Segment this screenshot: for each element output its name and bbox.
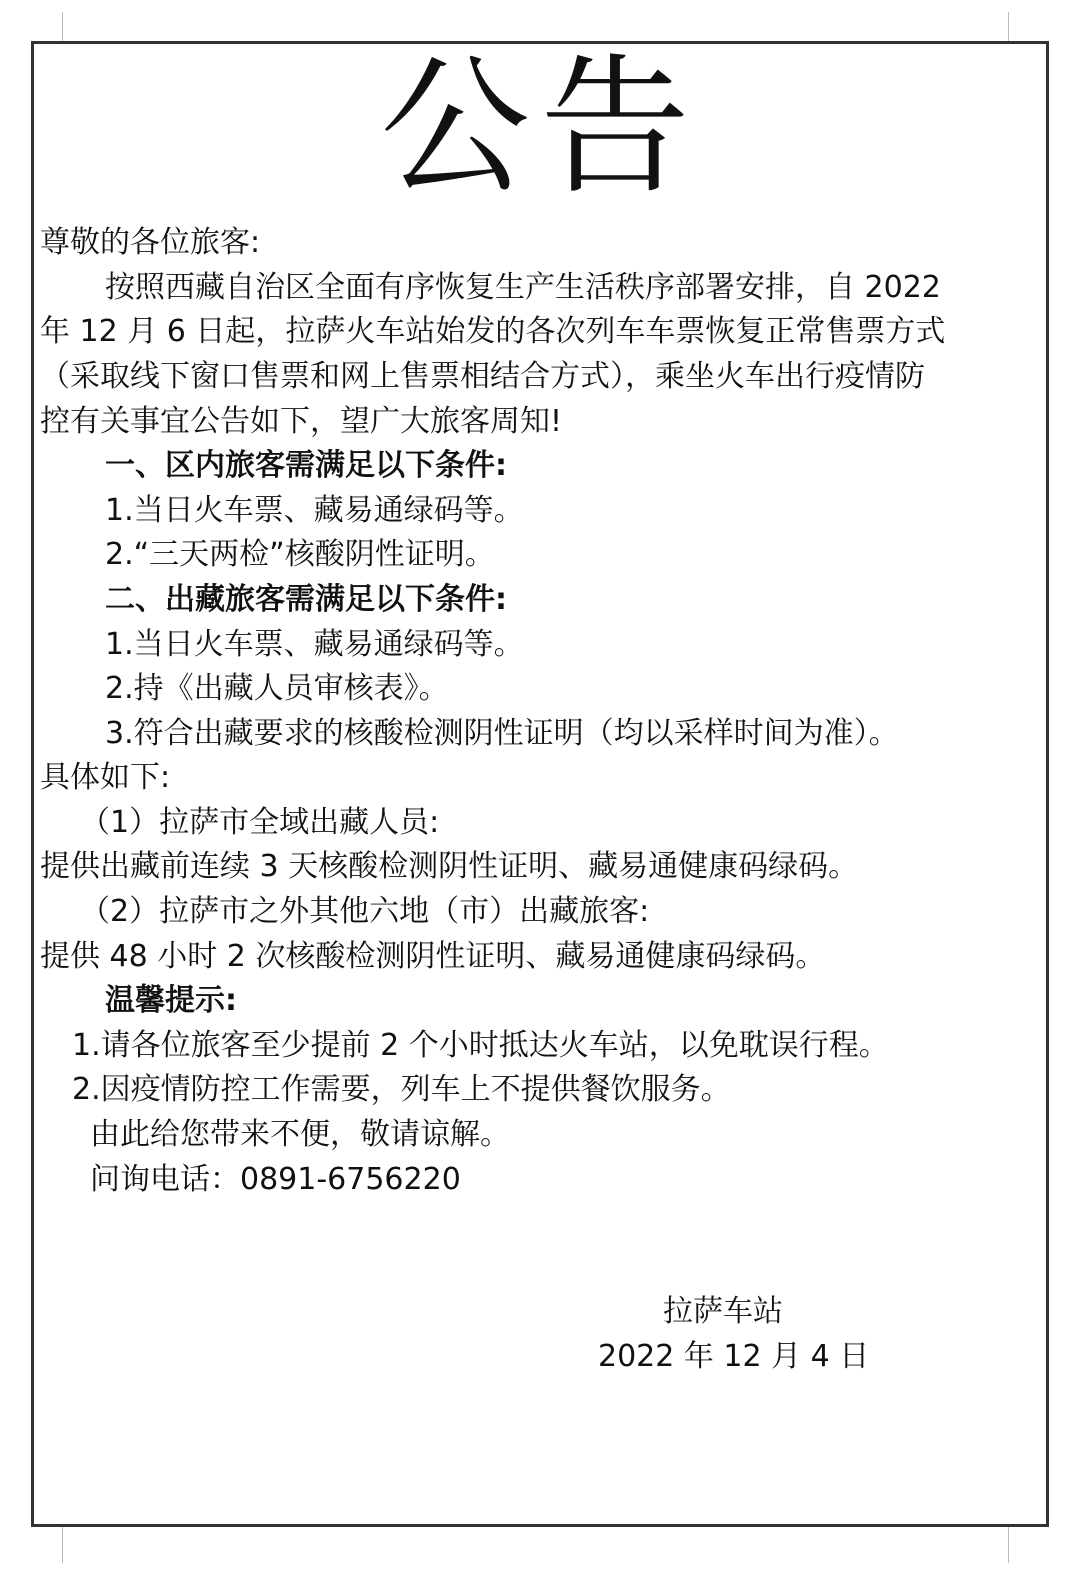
intro-line: （采取线下窗口售票和网上售票相结合方式），乘坐火车出行疫情防 [40, 359, 925, 394]
section1-item: 1.当日火车票、藏易通绿码等。 [105, 493, 524, 528]
tips-heading: 温馨提示: [105, 983, 237, 1018]
greeting: 尊敬的各位旅客: [40, 225, 261, 260]
tips-item: 2.因疫情防控工作需要，列车上不提供餐饮服务。 [72, 1072, 731, 1107]
section2-item: 2.持《出藏人员审核表》。 [105, 671, 449, 706]
details-sub2-title: （2）拉萨市之外其他六地（市）出藏旅客: [80, 894, 650, 929]
tips-phone: 问询电话：0891-6756220 [90, 1162, 461, 1197]
details-sub1-title: （1）拉萨市全域出藏人员: [80, 805, 440, 840]
notice-title: 公告 [379, 41, 700, 215]
tips-item: 1.请各位旅客至少提前 2 个小时抵达火车站，以免耽误行程。 [72, 1028, 889, 1063]
crop-mark [62, 1527, 63, 1563]
section2-item: 1.当日火车票、藏易通绿码等。 [105, 627, 524, 662]
notice-border [31, 41, 1049, 1527]
signature-date: 2022 年 12 月 4 日 [598, 1339, 870, 1374]
details-sub1-text: 提供出藏前连续 3 天核酸检测阴性证明、藏易通健康码绿码。 [40, 849, 859, 884]
crop-mark [1008, 1527, 1009, 1563]
details-sub2-text: 提供 48 小时 2 次核酸检测阴性证明、藏易通健康码绿码。 [40, 939, 826, 974]
intro-line: 控有关事宜公告如下，望广大旅客周知! [40, 404, 563, 439]
crop-mark [62, 12, 63, 41]
section1-heading: 一、区内旅客需满足以下条件: [105, 448, 507, 483]
signature-org: 拉萨车站 [663, 1294, 783, 1329]
intro-line: 按照西藏自治区全面有序恢复生产生活秩序部署安排，自 2022 [105, 270, 941, 305]
details-heading: 具体如下: [40, 760, 171, 795]
crop-mark [1008, 12, 1009, 41]
section2-item: 3.符合出藏要求的核酸检测阴性证明（均以采样时间为准）。 [105, 716, 899, 751]
tips-apology: 由此给您带来不便，敬请谅解。 [90, 1117, 510, 1152]
section1-item: 2.“三天两检”核酸阴性证明。 [105, 537, 495, 572]
section2-heading: 二、出藏旅客需满足以下条件: [105, 582, 507, 617]
intro-line: 年 12 月 6 日起，拉萨火车站始发的各次列车车票恢复正常售票方式 [40, 314, 946, 349]
